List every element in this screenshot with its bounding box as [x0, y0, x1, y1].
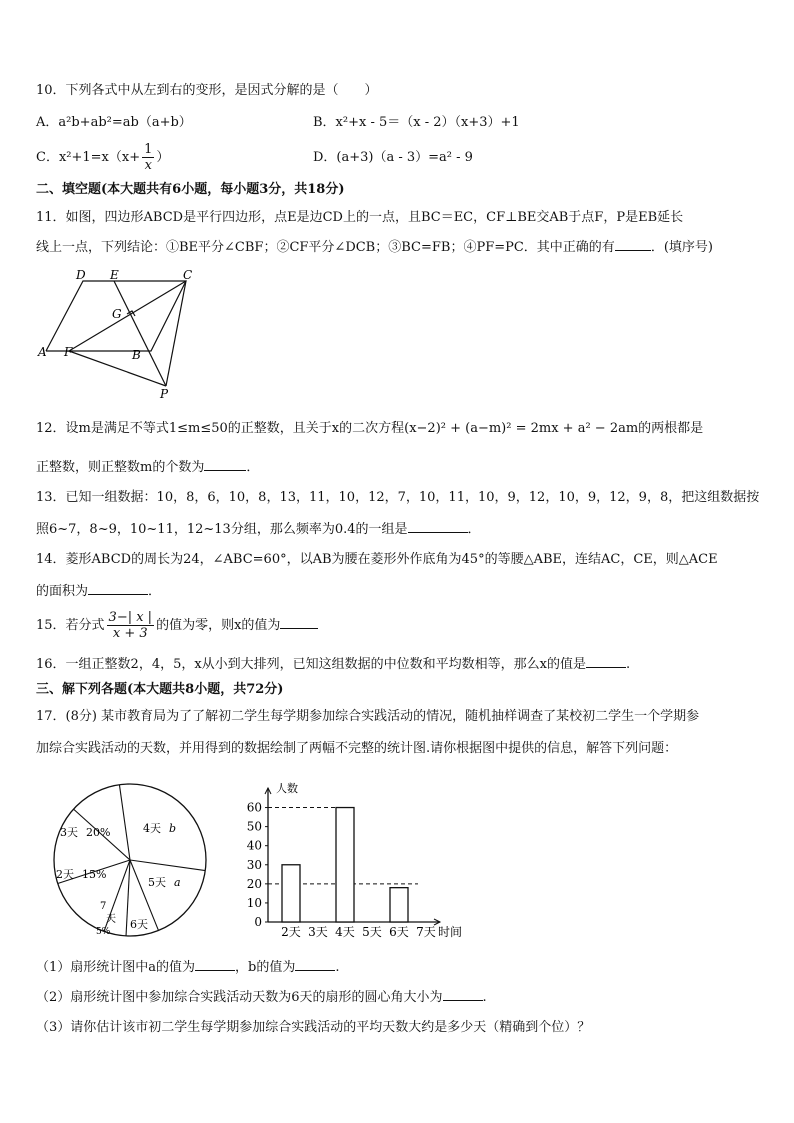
- label-d: D: [76, 268, 86, 282]
- q11-line2: [36, 238, 713, 257]
- q10-option-c-close: ）: [156, 150, 170, 165]
- pie-slice-label: 6天: [130, 918, 148, 931]
- q14-line2-text: 的面积为: [36, 584, 89, 599]
- q10-option-c-text: C．x²+1=x（x+: [36, 150, 141, 165]
- q17-sub3: （3）请你估计该市初二学生每学期参加综合实践活动的平均天数大约是多少天（精确到个位）？: [36, 1020, 591, 1035]
- answer-blank: [615, 238, 651, 251]
- pie-slice-label: 5天: [148, 876, 166, 889]
- label-p: P: [160, 387, 169, 401]
- q14-line2-end: ．: [148, 584, 162, 599]
- q17-sub2-text: （2）扇形统计图中参加综合实践活动天数为6天的扇形的圆心角大小为: [36, 990, 443, 1005]
- q11-line2-end: ．(填序号): [650, 240, 713, 255]
- x-tick-label: 3天: [308, 925, 328, 939]
- answer-blank: [408, 520, 468, 533]
- q17-sub1-text-mid: ，b的值为: [235, 960, 296, 975]
- section-3-heading: 三、解下列各题(本大题共8小题，共72分): [36, 682, 284, 697]
- q10-option-a: A．a²b+ab²=ab（a+b）: [36, 115, 192, 130]
- bar: [336, 808, 354, 922]
- label-b: B: [132, 348, 141, 362]
- fraction-numerator: 1: [144, 142, 153, 157]
- q13-line2: [36, 520, 481, 539]
- y-tick-label: 0: [254, 915, 262, 929]
- bar: [390, 888, 408, 922]
- y-tick-label: 10: [246, 895, 262, 910]
- fraction-numerator: 3−| x |: [108, 610, 153, 625]
- q17-line2: 加综合实践活动的天数，并用得到的数据绘制了两幅不完整的统计图.请你根据图中提供的信息，解答下列问题：: [36, 741, 678, 756]
- q12-line2-end: ．: [246, 460, 260, 475]
- q14-line2: [36, 582, 161, 601]
- q17-sub1-text: （1）扇形统计图中a的值为: [36, 960, 196, 975]
- q16-text: 16．一组正整数2，4，5，x从小到大排列，已知这组数据的中位数和平均数相等，那么x的值是: [36, 657, 587, 672]
- label-f: F: [64, 345, 73, 359]
- pie-slice-label: 7: [100, 901, 107, 912]
- answer-blank: [88, 582, 148, 595]
- q17-sub1-end: .: [335, 960, 340, 975]
- pie-slice-value: b: [169, 822, 177, 835]
- answer-blank: [195, 958, 235, 971]
- pie-slice-value: 20%: [86, 826, 111, 839]
- label-a: A: [38, 345, 47, 359]
- bar: [282, 865, 300, 922]
- x-tick-label: 7天: [416, 925, 436, 939]
- label-c: C: [183, 268, 193, 282]
- q17-sub2-end: .: [482, 990, 487, 1005]
- x-axis-title: 时间: [438, 925, 463, 939]
- x-tick-label: 4天: [335, 925, 355, 939]
- pie-slice-value: a: [174, 876, 181, 889]
- x-tick-label: 6天: [389, 925, 409, 939]
- pie-slice-label: 2天: [56, 868, 74, 881]
- pie-slice-label: 3天: [60, 826, 78, 839]
- y-tick-label: 40: [246, 838, 262, 853]
- fraction-denominator: x: [144, 158, 152, 173]
- q13-line2-text: 照6~7，8~9，10~11，12~13分组，那么频率为0.4的一组是: [36, 522, 408, 537]
- q10-option-b: B．x²+x - 5＝（x - 2）（x+3）+1: [313, 115, 520, 130]
- answer-blank: [280, 616, 318, 629]
- pie-slice-border: [119, 785, 130, 860]
- q10-option-c: [36, 142, 169, 173]
- q15-line: [36, 610, 318, 641]
- pie-slice-border: [130, 860, 205, 871]
- q10-option-c-fraction: [142, 142, 154, 173]
- pie-slice-value: 15%: [82, 868, 107, 881]
- y-tick-label: 60: [246, 800, 262, 815]
- y-tick-label: 20: [246, 876, 262, 891]
- x-tick-label: 2天: [281, 925, 301, 939]
- q13-line1: 13．已知一组数据：10，8，6，10，8，13，11，10，12，7，10，11，10，9，12，10，9，12，9，8，把这组数据按: [36, 490, 760, 505]
- y-tick-label: 30: [246, 857, 262, 872]
- q14-line1: 14．菱形ABCD的周长为24，∠ABC=60°，以AB为腰在菱形外作底角为45°的等腰△ABE，连结AC，CE，则△ACE: [36, 552, 718, 567]
- label-g: G: [112, 307, 122, 321]
- q17-line1: 17．(8分) 某市教育局为了了解初二学生每学期参加综合实践活动的情况，随机抽样调查了某校初二学生一个学期参: [36, 709, 700, 724]
- pie-slice-value: 5%: [96, 927, 111, 937]
- q10-option-d: D．(a+3)（a - 3）=a² - 9: [313, 150, 473, 165]
- y-axis-title: 人数: [276, 782, 298, 795]
- q15-text: 15．若分式: [36, 618, 105, 633]
- q12-line1: 12．设m是满足不等式1≤m≤50的正整数，且关于x的二次方程(x−2)² + (a−m)² = 2mx + a² − 2am的两根都是: [36, 421, 704, 436]
- section-2-heading: 二、填空题(本大题共有6小题，每小题3分，共18分): [36, 182, 345, 197]
- q12-line2-text: 正整数，则正整数m的个数为: [36, 460, 205, 475]
- q17-sub1: [36, 958, 340, 977]
- q10-stem: 10．下列各式中从左到右的变形，是因式分解的是（ ）: [36, 83, 378, 98]
- pie-chart: [48, 776, 218, 946]
- q16-end: .: [626, 657, 631, 672]
- pie-slice-label: 4天: [143, 822, 161, 835]
- q11-line1: 11．如图，四边形ABCD是平行四边形，点E是边CD上的一点，且BC＝EC，CF⊥BE交AB于点F，P是EB延长: [36, 210, 684, 225]
- answer-blank: [295, 958, 335, 971]
- q16-line: [36, 655, 630, 674]
- q15-fraction: [107, 610, 155, 641]
- q11-line2-text: 线上一点，下列结论：①BE平分∠CBF；②CF平分∠DCB；③BC=FB；④PF=PC．其中正确的有: [36, 240, 615, 255]
- pie-slice-label: 天: [106, 914, 116, 925]
- answer-blank: [443, 988, 483, 1001]
- y-tick-label: 50: [246, 819, 262, 834]
- answer-blank: [586, 655, 626, 668]
- q17-sub2: [36, 988, 487, 1007]
- fraction-denominator: x + 3: [112, 626, 148, 641]
- q13-line2-end: ．: [467, 522, 481, 537]
- answer-blank: [204, 458, 246, 471]
- q15-text-after: 的值为零，则x的值为: [156, 618, 281, 633]
- q12-line2: [36, 458, 259, 477]
- label-e: E: [110, 268, 119, 282]
- bar-chart: [240, 778, 480, 946]
- q11-parallelogram-figure: [36, 266, 206, 402]
- x-tick-label: 5天: [362, 925, 382, 939]
